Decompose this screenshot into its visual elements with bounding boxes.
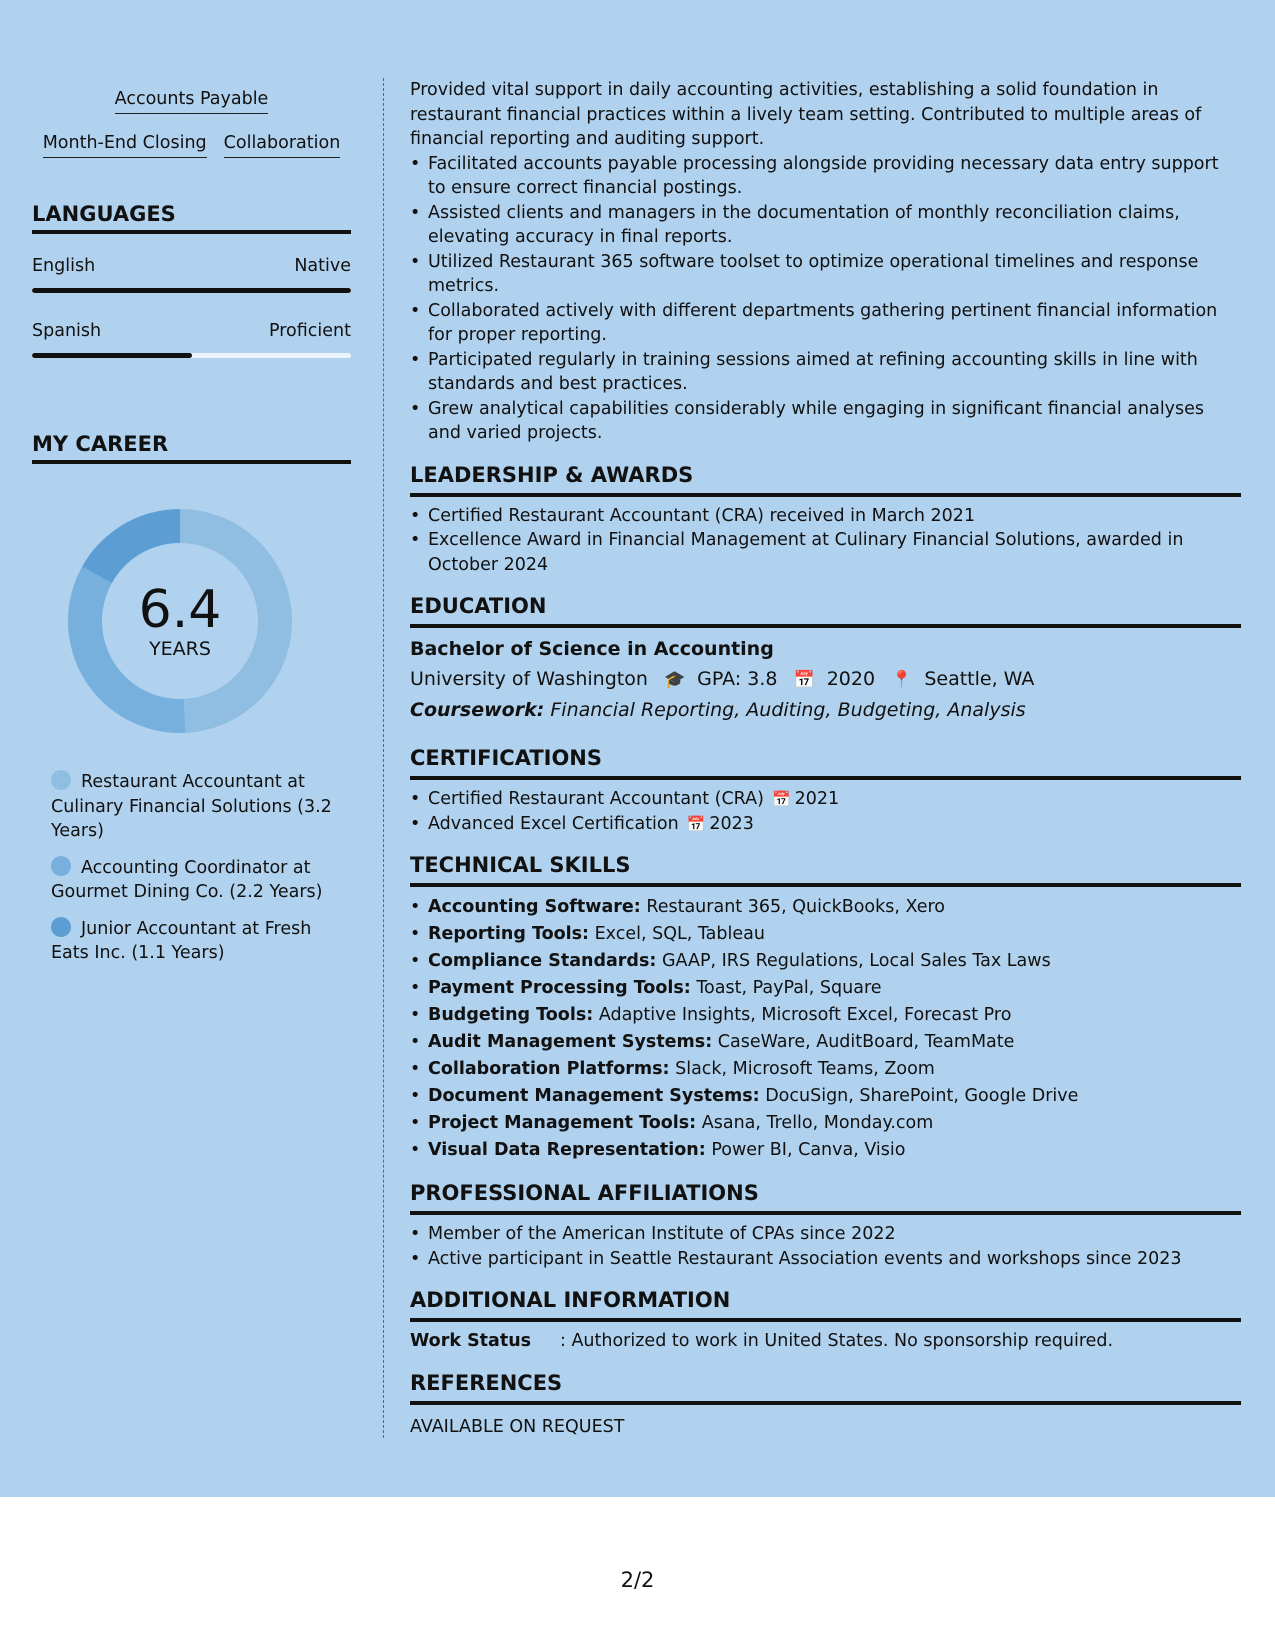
technical-skills-heading: TECHNICAL SKILLS (410, 850, 1241, 887)
skill-label: Audit Management Systems: (428, 1032, 713, 1052)
legend-dot (51, 856, 71, 876)
certification-name: Certified Restaurant Accountant (CRA) (428, 789, 764, 809)
coursework-value: Financial Reporting, Auditing, Budgeting, Analysis (550, 699, 1026, 721)
experience-bullet: • Participated regularly in training sessions aimed at refining accounting skills in line with standards and best practices. (410, 348, 1241, 397)
skill-tag: Accounts Payable (115, 88, 269, 114)
education-school: University of Washington (410, 668, 648, 690)
experience-bullet: • Facilitated accounts payable processing alongside providing necessary data entry support to ensure correct financial postings. (410, 152, 1241, 201)
language-bar (32, 353, 351, 358)
skill-value: Toast, PayPal, Square (696, 978, 882, 998)
skill-value: Slack, Microsoft Teams, Zoom (675, 1059, 935, 1079)
map-pin-icon: 📍 (891, 670, 913, 690)
skill-value: CaseWare, AuditBoard, TeamMate (717, 1032, 1015, 1052)
technical-skill-item (410, 1137, 1241, 1164)
skill-tag: Month-End Closing (43, 132, 207, 158)
references-text: AVAILABLE ON REQUEST (410, 1416, 625, 1437)
technical-skill-item (410, 921, 1241, 948)
certifications-heading: CERTIFICATIONS (410, 743, 1241, 780)
work-status-row (410, 1329, 1241, 1354)
skill-label: Document Management Systems: (428, 1086, 760, 1106)
career-legend (32, 770, 351, 966)
leadership-item: • Excellence Award in Financial Management at Culinary Financial Solutions, awarded in October 2024 (410, 528, 1241, 577)
affiliation-item: • Member of the American Institute of CPAs since 2022 (410, 1222, 1241, 1247)
language-bar (32, 288, 351, 293)
experience-bullet: • Assisted clients and managers in the documentation of monthly reconciliation claims, elevating accuracy in final reports. (410, 201, 1241, 250)
career-role: Restaurant Accountant at Culinary Financial Solutions (3.2 Years) (51, 772, 332, 841)
certification-year: 2023 (709, 813, 754, 834)
education-location: Seattle, WA (924, 668, 1035, 690)
education-year: 2020 (826, 668, 876, 690)
skill-label: Collaboration Platforms: (428, 1059, 670, 1079)
technical-skill-item (410, 1110, 1241, 1137)
education-gpa: GPA: 3.8 (697, 668, 778, 690)
certification-name: Advanced Excel Certification (428, 813, 679, 834)
language-bar-fill (32, 288, 351, 293)
career-total-unit: YEARS (149, 638, 211, 660)
experience-bullet: • Grew analytical capabilities considerably while engaging in significant financial analyses and varied projects. (410, 397, 1241, 446)
work-status-value: : Authorized to work in United States. No sponsorship required. (560, 1331, 1114, 1351)
skill-label: Compliance Standards: (428, 951, 657, 971)
graduation-cap-icon: 🎓 (663, 670, 686, 690)
legend-dot (51, 917, 71, 937)
skills-row-1 (32, 78, 351, 114)
certification-item (410, 787, 1241, 812)
language-bar-fill (32, 353, 192, 358)
education-heading: EDUCATION (410, 591, 1241, 628)
technical-skill-item (410, 1029, 1241, 1056)
legend-dot (51, 770, 71, 790)
technical-skill-item (410, 1002, 1241, 1029)
skill-value: Restaurant 365, QuickBooks, Xero (646, 897, 946, 917)
affiliations-heading: PROFESSIONAL AFFILIATIONS (410, 1178, 1241, 1215)
technical-skill-item (410, 975, 1241, 1002)
career-role: Accounting Coordinator at Gourmet Dining Co. (2.2 Years) (51, 857, 323, 902)
career-total-value: 6.4 (138, 580, 222, 640)
skill-value: DocuSign, SharePoint, Google Drive (765, 1086, 1079, 1106)
language-spanish (32, 321, 351, 358)
skill-label: Payment Processing Tools: (428, 978, 691, 998)
leadership-heading: LEADERSHIP & AWARDS (410, 460, 1241, 497)
skill-label: Budgeting Tools: (428, 1005, 594, 1025)
career-heading: MY CAREER (32, 432, 351, 464)
language-level: Native (294, 256, 351, 276)
skill-label: Accounting Software: (428, 897, 641, 917)
work-status-label: Work Status (410, 1331, 532, 1351)
affiliations-list (410, 1222, 1241, 1271)
career-legend-item (51, 770, 351, 844)
skill-value: Adaptive Insights, Microsoft Excel, Forecast Pro (598, 1005, 1012, 1025)
column-divider (383, 78, 384, 1438)
skill-value: Excel, SQL, Tableau (594, 924, 765, 944)
career-legend-item (51, 917, 351, 966)
technical-skill-item (410, 1056, 1241, 1083)
education-details (410, 664, 1241, 695)
skill-tag: Collaboration (224, 132, 341, 158)
education-degree: Bachelor of Science in Accounting (410, 638, 774, 660)
skill-value: GAAP, IRS Regulations, Local Sales Tax Laws (661, 951, 1051, 971)
languages-heading: LANGUAGES (32, 202, 351, 234)
donut-center (65, 506, 295, 736)
technical-skill-item (410, 894, 1241, 921)
experience-summary: Provided vital support in daily accounting activities, establishing a solid foundation in restaurant financial practices within a lively team setting. Contributed to multiple areas of financial reporting and auditing support. (410, 80, 1202, 149)
skill-value: Asana, Trello, Monday.com (701, 1113, 934, 1133)
calendar-icon: 📅 (771, 790, 791, 808)
certification-item (410, 812, 1241, 837)
certification-year: 2021 (794, 789, 840, 809)
technical-skill-item (410, 948, 1241, 975)
language-english (32, 256, 351, 293)
affiliation-item: • Active participant in Seattle Restaurant Association events and workshops since 2023 (410, 1247, 1241, 1272)
additional-info-heading: ADDITIONAL INFORMATION (410, 1285, 1241, 1322)
page-number: 2/2 (620, 1568, 655, 1592)
left-column (32, 78, 351, 978)
skill-label: Reporting Tools: (428, 924, 590, 944)
certifications-list (410, 787, 1241, 836)
calendar-icon: 📅 (793, 670, 815, 690)
experience-bullet: • Utilized Restaurant 365 software toolset to optimize operational timelines and response metrics. (410, 250, 1241, 299)
language-name: English (32, 256, 96, 276)
skill-label: Visual Data Representation: (428, 1140, 706, 1160)
career-role: Junior Accountant at Fresh Eats Inc. (1.1 Years) (51, 918, 312, 963)
coursework-label: Coursework: (410, 699, 545, 721)
skill-value: Power BI, Canva, Visio (711, 1140, 906, 1160)
education-coursework (410, 695, 1241, 725)
career-donut (65, 506, 295, 736)
skill-label: Project Management Tools: (428, 1113, 697, 1133)
career-legend-item (51, 856, 351, 905)
calendar-icon: 📅 (686, 814, 706, 833)
technical-skills-list (410, 894, 1241, 1164)
language-level: Proficient (269, 321, 351, 341)
experience-bullet: • Collaborated actively with different departments gathering pertinent financial information for proper reporting. (410, 299, 1241, 348)
language-name: Spanish (32, 321, 102, 341)
technical-skill-item (410, 1083, 1241, 1110)
references-heading: REFERENCES (410, 1368, 1241, 1405)
experience-bullets (410, 152, 1241, 446)
skills-row-2 (32, 122, 351, 158)
leadership-list (410, 504, 1241, 578)
leadership-item: • Certified Restaurant Accountant (CRA) received in March 2021 (410, 504, 1241, 529)
right-column (410, 78, 1241, 1439)
